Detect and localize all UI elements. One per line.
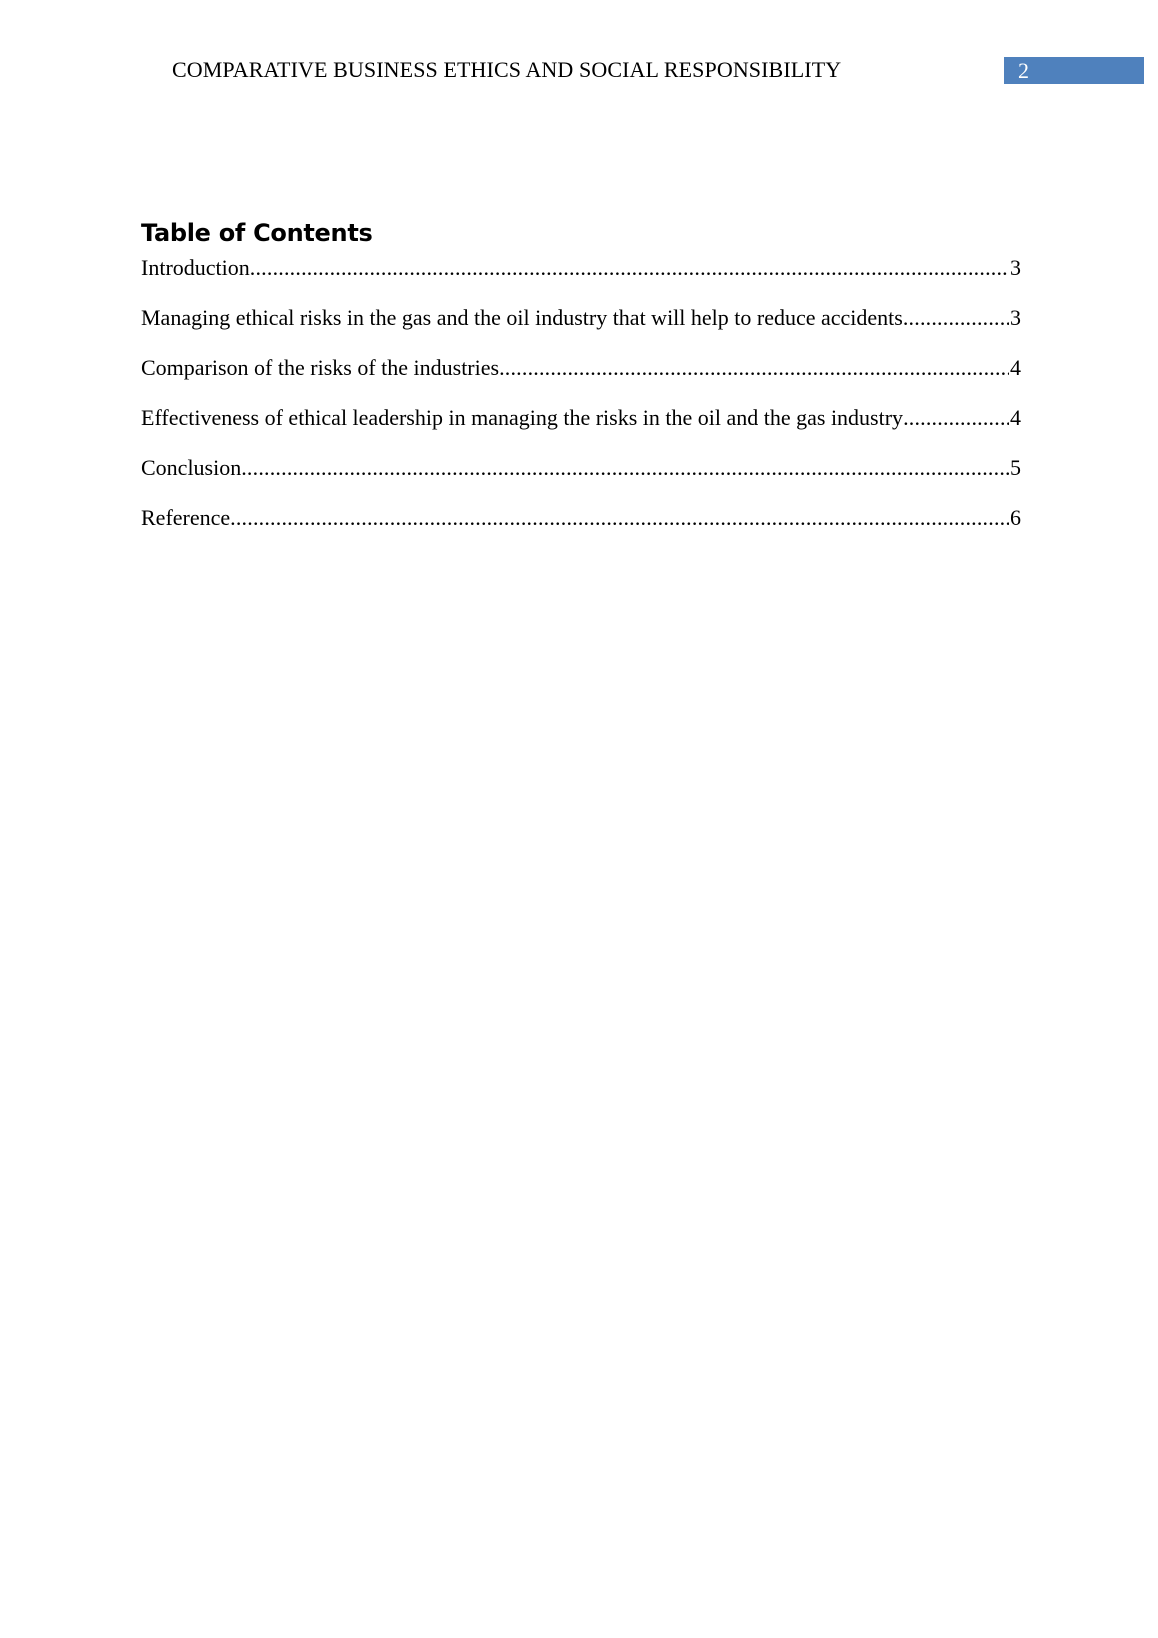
running-header-title: COMPARATIVE BUSINESS ETHICS AND SOCIAL RESPONSIBILITY [172,57,842,82]
toc-entry-page: 3 [1010,255,1021,280]
toc-dot-leader [903,403,1009,433]
toc-entry-reference[interactable] [141,503,1021,553]
toc-entry-title: Managing ethical risks in the gas and the oil industry that will help to reduce accidents [141,305,903,330]
toc-entry-title: Effectiveness of ethical leadership in managing the risks in the oil and the gas industry [141,405,904,430]
toc-entry-page: 4 [1010,355,1021,380]
table-of-contents [141,253,1021,553]
toc-dot-leader [499,353,1009,383]
toc-entry-managing-ethical-risks[interactable] [141,303,1021,353]
toc-entry-title: Comparison of the risks of the industries [141,355,500,380]
toc-entry-conclusion[interactable] [141,453,1021,503]
page-number: 2 [1018,58,1029,83]
toc-dot-leader [230,503,1009,533]
toc-entry-page: 4 [1010,405,1021,430]
toc-entry-page: 5 [1010,455,1021,480]
toc-entry-effectiveness-of-leadership[interactable] [141,403,1021,453]
toc-entry-title: Introduction [141,255,250,280]
page-number-badge [1004,57,1144,84]
toc-entry-title: Reference [141,505,231,530]
toc-dot-leader [241,453,1009,483]
toc-entry-title: Conclusion [141,455,242,480]
toc-entry-introduction[interactable] [141,253,1021,303]
toc-entry-comparison-of-risks[interactable] [141,353,1021,403]
toc-entry-page: 3 [1010,305,1021,330]
toc-heading: Table of Contents [141,219,373,247]
toc-dot-leader [903,303,1009,333]
toc-dot-leader [250,253,1009,283]
toc-entry-page: 6 [1010,505,1021,530]
